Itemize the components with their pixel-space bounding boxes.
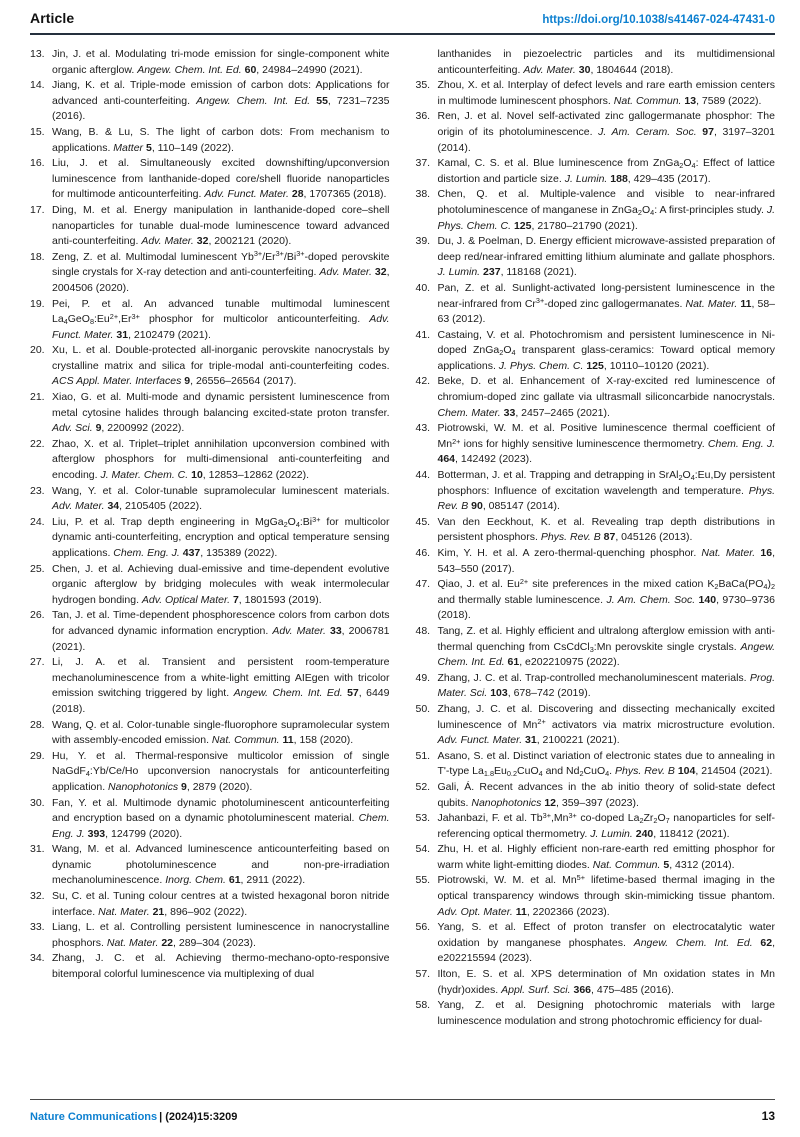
- references-column-right: [416, 47, 776, 1029]
- reference-item: 19. Pei, P. et al. An advanced tunable multimodal luminescent $La_4GeO_8:Eu^{2+},Er^{3+}$ phosphor for multicolor anticounterfeiting. Adv. Funct. Mater. 31, 2102479 (2021).: [30, 297, 390, 341]
- reference-item: 16. Liu, J. et al. Simultaneously excited downshifting/upconversion luminescence from lanthanide-doped core/shell fluoride nanoparticles for multimode anticounterfeiting. Adv. Funct. Mater. 28, 1707365 (2018).: [30, 157, 390, 201]
- reference-item: 21. Xiao, G. et al. Multi-mode and dynamic persistent luminescence from metal cytosine halides through balancing excited-state proton transfer. Adv. Sci. 9, 2200992 (2022).: [30, 391, 390, 435]
- reference-item: 52. Gali, Á. Recent advances in the ab initio theory of solid-state defect qubits. Nanophotonics 12, 359–397 (2023).: [415, 780, 775, 809]
- reference-number: 24.: [30, 515, 45, 528]
- reference-item: 48. Tang, Z. et al. Highly efficient and ultralong afterglow emission with anti-thermal quenching from CsCdCl$_3$:Mn perovskite single crystals. Angew. Chem. Int. Ed. 61, e202210975 (2022).: [415, 624, 775, 669]
- reference-number: 42.: [415, 375, 431, 388]
- reference-number: 57.: [415, 968, 431, 981]
- reference-item: 24. Liu, P. et al. Trap depth engineering in $MgGa_2O_4:Bi^{3+}$ for multicolor dynamic anti-counterfeiting, encryption and optical temperature sensing applications. Chem. Eng. J. 437, 135389 (2022).: [30, 514, 390, 559]
- reference-item: 38. Chen, Q. et al. Multiple-valence and visible to near-infrared photoluminescence of manganese in $ZnGa_2O_4$: A first-principles study. J. Phys. Chem. C. 125, 21780–21790 (2021).: [415, 188, 775, 232]
- reference-number: 16.: [30, 157, 45, 170]
- reference-number: 48.: [415, 624, 431, 637]
- reference-number: 56.: [415, 921, 431, 934]
- reference-number: 25.: [30, 562, 45, 575]
- reference-item: 40. Pan, Z. et al. Sunlight-activated long-persistent luminescence in the near-infrared from $Cr^{3+}$-doped zinc gallogermanates. Nat. Mater. 11, 58–63 (2012).: [415, 281, 775, 326]
- reference-item: 46. Kim, Y. H. et al. A zero-thermal-quenching phosphor. Nat. Mater. 16, 543–550 (2017).: [415, 547, 775, 575]
- reference-number: 51.: [415, 749, 431, 762]
- reference-item: 56. Yang, S. et al. Effect of proton transfer on electrocatalytic water oxidation by manganese phosphates. Angew. Chem. Int. Ed. 62, e202215594 (2023).: [415, 921, 775, 965]
- reference-item: 55. Piotrowski, W. M. et al. $Mn^{5+}$ lifetime-based thermal imaging in the optical transparency windows through skin-mimicking tissue phantom. Adv. Opt. Mater. 11, 2202366 (2023).: [415, 873, 775, 918]
- reference-number: 18.: [30, 250, 45, 263]
- reference-item: 33. Liang, L. et al. Controlling persistent luminescence in nanocrystalline phosphors. Nat. Mater. 22, 289–304 (2023).: [30, 921, 390, 949]
- reference-item: 18. Zeng, Z. et al. Multimodal luminescent $Yb^{3+}/Er^{3+}/Bi^{3+}$-doped perovskite single crystals for X-ray detection and anti-counterfeiting. Adv. Mater. 32, 2004506 (2020).: [30, 249, 390, 294]
- reference-number: 36.: [415, 110, 431, 123]
- reference-item: 42. Beke, D. et al. Enhancement of X-ray-excited red luminescence of chromium-doped zinc gallate via ultrasmall siliconcarbide nanocrystals. Chem. Mater. 33, 2457–2465 (2021).: [415, 375, 775, 419]
- reference-item: 35. Zhou, X. et al. Interplay of defect levels and rare earth emission centers in multimode luminescent phosphors. Nat. Commun. 13, 7589 (2022).: [415, 79, 775, 107]
- page-footer: [30, 1099, 775, 1123]
- reference-number: 58.: [415, 999, 431, 1012]
- footer-volume-citation: (2024)15:3209: [165, 1111, 238, 1123]
- reference-number: 35.: [415, 79, 431, 92]
- reference-number: 17.: [30, 203, 45, 216]
- reference-number: 29.: [30, 749, 45, 762]
- article-type-label: Article: [30, 10, 75, 26]
- reference-number: 44.: [415, 469, 431, 482]
- reference-number: 39.: [415, 235, 431, 248]
- reference-item: 53. Jahanbazi, F. et al. $Tb^{3+},Mn^{3+}$ co-doped $La_2Zr_2O_7$ nanoparticles for self-referencing optical thermometry. J. Lumin. 240, 118412 (2021).: [415, 810, 775, 840]
- reference-number: 50.: [415, 702, 431, 715]
- reference-item: 54. Zhu, H. et al. Highly efficient non-rare-earth red emitting phosphor for warm white light-emitting diodes. Nat. Commun. 5, 4312 (2014).: [415, 843, 775, 871]
- reference-item: 34. Zhang, J. C. et al. Achieving thermo-mechano-opto-responsive bitemporal colorful luminescence via multiplexing of dual: [30, 952, 390, 981]
- reference-number: 22.: [30, 437, 45, 450]
- reference-number: 40.: [415, 281, 431, 294]
- references-section: [30, 47, 775, 1029]
- reference-number: 26.: [30, 609, 45, 622]
- references-column-left: [30, 47, 390, 1029]
- reference-item: 43. Piotrowski, W. M. et al. Positive luminescence thermal coefficient of $Mn^{2+}$ ions for highly sensitive luminescence thermometry. Chem. Eng. J. 464, 142492 (2023).: [415, 422, 775, 466]
- reference-number: 30.: [30, 796, 45, 809]
- reference-item: 28. Wang, Q. et al. Color-tunable single-fluorophore supramolecular system with assembly-encoded emission. Nat. Commun. 11, 158 (2020).: [30, 718, 390, 747]
- reference-number: 52.: [415, 780, 431, 793]
- reference-item: 37. Kamal, C. S. et al. Blue luminescence from $ZnGa_2O_4$: Effect of lattice distortion and particle size. J. Lumin. 188, 429–435 (2017).: [415, 157, 775, 185]
- reference-item: 39. Du, J. & Poelman, D. Energy efficient microwave-assisted preparation of deep red/near-infrared emitting lithium aluminate and gallate phosphors. J. Lumin. 237, 118168 (2021).: [415, 235, 775, 279]
- reference-number: 55.: [415, 874, 431, 887]
- reference-number: 49.: [415, 671, 431, 684]
- reference-item: 27. Li, J. A. et al. Transient and persistent room-temperature mechanoluminescence from a white-light emitting AIEgen with tricolor emission switching triggered by light. Angew. Chem. Int. Ed. 57, 6449 (2018).: [30, 656, 390, 715]
- reference-item: 32. Su, C. et al. Tuning colour centres at a twisted hexagonal boron nitride interface. Nat. Mater. 21, 896–902 (2022).: [30, 890, 390, 918]
- reference-number: 38.: [415, 188, 431, 201]
- doi-link[interactable]: https://doi.org/10.1038/s41467-024-47431-0: [542, 14, 775, 26]
- reference-item: 57. Ilton, E. S. et al. XPS determination of Mn oxidation states in Mn (hydr)oxides. Appl. Surf. Sci. 366, 475–485 (2016).: [415, 968, 775, 996]
- reference-number: 31.: [30, 843, 45, 856]
- reference-item: 41. Castaing, V. et al. Photochromism and persistent luminescence in Ni-doped $ZnGa_2O_4$ transparent glass-ceramics: Toward optical memory applications. J. Phys. Chem. C. 125, 10110–10120 (2021).: [415, 328, 775, 372]
- reference-number: 28.: [30, 718, 45, 731]
- reference-number: 23.: [30, 484, 45, 497]
- reference-number: 54.: [415, 843, 431, 856]
- reference-item: 45. Van den Eeckhout, K. et al. Revealing trap depth distributions in persistent phosphors. Phys. Rev. B 87, 045126 (2013).: [415, 515, 775, 544]
- reference-item: 29. Hu, Y. et al. Thermal-responsive multicolor emission of single NaGdF$_4$:Yb/Ce/Ho upconversion nanocrystals for anticounterfeiting application. Nanophotonics 9, 2879 (2020).: [30, 749, 390, 793]
- reference-item: 13. Jin, J. et al. Modulating tri-mode emission for single-component white organic afterglow. Angew. Chem. Int. Ed. 60, 24984–24990 (2021).: [30, 48, 390, 76]
- reference-number: 34.: [30, 952, 45, 965]
- reference-item: 31. Wang, M. et al. Advanced luminescence anticounterfeiting based on dynamic photoluminescence and non-pre-irradiation mechanoluminescence. Inorg. Chem. 61, 2911 (2022).: [30, 843, 390, 887]
- reference-number: 14.: [30, 79, 45, 92]
- reference-number: 41.: [415, 328, 431, 341]
- reference-item: 47. Qiao, J. et al. $Eu^{2+}$ site preferences in the mixed cation $K_2BaCa(PO_4)_2$ and thermally stable luminescence. J. Am. Chem. Soc. 140, 9730–9736 (2018).: [415, 576, 776, 622]
- footer-citation-line: [30, 1111, 237, 1123]
- reference-item: 25. Chen, J. et al. Achieving dual-emissive and time-dependent evolutive organic afterglow by bridging molecules with weak intermolecular hydrogen bonding. Adv. Optical Mater. 7, 1801593 (2019).: [30, 562, 390, 606]
- reference-number: 13.: [30, 48, 45, 60]
- footer-separator: |: [159, 1111, 163, 1123]
- reference-number: 32.: [30, 890, 45, 903]
- journal-name-link[interactable]: Nature Communications: [30, 1111, 158, 1123]
- page-number: 13: [761, 1109, 775, 1123]
- reference-item: 14. Jiang, K. et al. Triple-mode emission of carbon dots: Applications for advanced anti-counterfeiting. Angew. Chem. Int. Ed. 55, 7231–7235 (2016).: [30, 79, 390, 123]
- reference-item: 15. Wang, B. & Lu, S. The light of carbon dots: From mechanism to applications. Matter 5, 110–149 (2022).: [30, 125, 390, 154]
- reference-item: 44. Botterman, J. et al. Trapping and detrapping in $SrAl_2O_4:Eu,Dy$ persistent phosphors: Influence of excitation wavelength and temperature. Phys. Rev. B 90, 085147 (2014).: [415, 469, 775, 513]
- reference-number: 45.: [415, 515, 431, 528]
- reference-number: 15.: [30, 125, 45, 138]
- page-header: [30, 0, 775, 35]
- reference-item: 49. Zhang, J. C. et al. Trap-controlled mechanoluminescent materials. Prog. Mater. Sci. 103, 678–742 (2019).: [415, 671, 775, 700]
- reference-item: 50. Zhang, J. C. et al. Discovering and dissecting mechanically excited luminescence of $Mn^{2+}$ activators via matrix microstructure evolution. Adv. Funct. Mater. 31, 2100221 (2021).: [415, 702, 775, 747]
- reference-item: 36. Ren, J. et al. Novel self-activated zinc gallogermanate phosphor: The origin of its photoluminescence. J. Am. Ceram. Soc. 97, 3197–3201 (2014).: [415, 110, 775, 154]
- reference-item-continuation: lanthanides in piezoelectric particles and its multidimensional anticounterfeiting. Adv. Mater. 30, 1804644 (2018).: [437, 48, 775, 76]
- reference-item: 17. Ding, M. et al. Energy manipulation in lanthanide-doped core–shell nanoparticles for tunable dual-mode luminescence toward advanced anti-counterfeiting. Adv. Mater. 32, 2002121 (2020).: [30, 203, 390, 248]
- reference-number: 21.: [30, 391, 45, 404]
- reference-item: 23. Wang, Y. et al. Color-tunable supramolecular luminescent materials. Adv. Mater. 34, 2105405 (2022).: [30, 484, 390, 513]
- reference-item: 20. Xu, L. et al. Double-protected all-inorganic perovskite nanocrystals by crystalline matrix and silica for triple-modal anti-counterfeiting codes. ACS Appl. Mater. Interfaces 9, 26556–26564 (2017).: [30, 344, 390, 388]
- reference-number: 20.: [30, 344, 45, 357]
- reference-item: 26. Tan, J. et al. Time-dependent phosphorescence colors from carbon dots for advanced dynamic information encryption. Adv. Mater. 33, 2006781 (2021).: [30, 609, 390, 653]
- reference-number: 53.: [415, 812, 431, 825]
- reference-number: 33.: [30, 921, 45, 934]
- reference-number: 43.: [415, 422, 431, 435]
- reference-number: 19.: [30, 297, 45, 310]
- reference-number: 37.: [415, 157, 431, 170]
- reference-number: 27.: [30, 656, 45, 669]
- reference-item: 58. Yang, Z. et al. Designing photochromic materials with large luminescence modulation and strong photochromic efficiency for dual-: [415, 999, 775, 1027]
- reference-number: 47.: [415, 578, 431, 591]
- reference-item: 30. Fan, Y. et al. Multimode dynamic photoluminescent anticounterfeiting and encryption based on a dynamic photoluminescent material. Chem. Eng. J. 393, 124799 (2020).: [30, 796, 390, 840]
- reference-item: 22. Zhao, X. et al. Triplet–triplet annihilation upconversion combined with afterglow phosphors for multi-dimensional anti-counterfeiting and encoding. J. Mater. Chem. C. 10, 12853–12862 (2022).: [30, 437, 390, 482]
- reference-item: 51. Asano, S. et al. Distinct variation of electronic states due to annealing in T'-type $La_{1.8}Eu_{0.2}CuO_4$ and $Nd_2CuO_4$. Phys. Rev. B 104, 214504 (2021).: [415, 749, 775, 779]
- reference-number: 46.: [415, 547, 431, 559]
